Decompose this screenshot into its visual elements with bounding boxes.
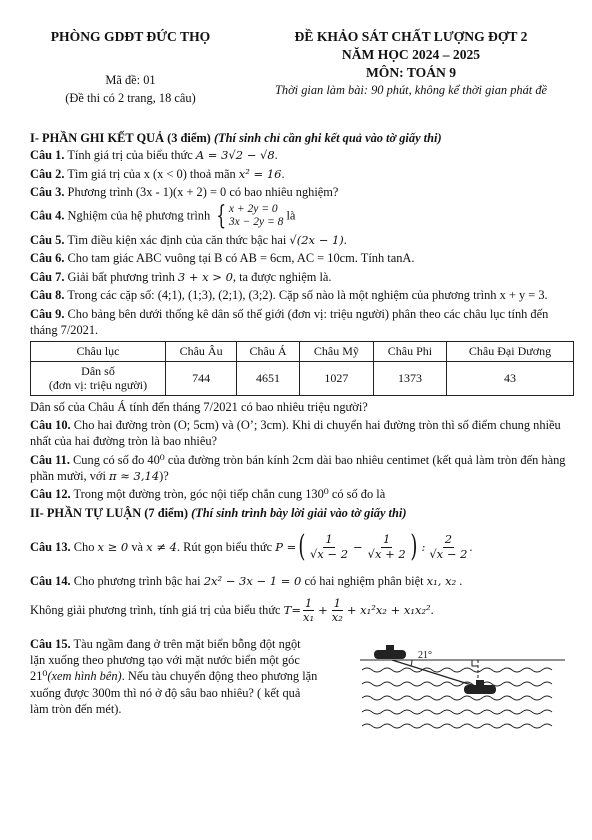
section1-note: (Thí sinh chỉ cần ghi kết quả vào tờ giấy thi) [213, 131, 442, 145]
q12-text-a: Trong một đường tròn, góc nội tiếp chắn cung [73, 487, 303, 502]
q7-label: Câu 7. [30, 269, 65, 284]
q15-note: (xem hình bên) [47, 669, 122, 684]
dive-path-line [392, 660, 478, 687]
question-1 [30, 147, 574, 163]
q13-frac2-num: 1 [383, 532, 391, 547]
q11-degree: 40⁰ [147, 452, 165, 467]
q14-label: Câu 14. [30, 574, 71, 589]
q13-frac3-den: √x − 2 [429, 546, 468, 561]
q14-text-b: có hai nghiệm phân biệt [304, 574, 424, 589]
q13-end: . [469, 539, 473, 554]
exam-title: ĐỀ KHẢO SÁT CHẤT LƯỢNG ĐỢT 2 [294, 29, 528, 44]
q6-label: Câu 6. [30, 251, 65, 266]
right-paren-icon: ) [410, 529, 418, 565]
q9-text: Cho bảng bên dưới thống kê dân số thế giới (đơn vị: triệu người) phân theo các châu lục tính đến tháng 7/2021. [30, 306, 549, 337]
q3-text: Phương trình (3x - 1)(x + 2) = 0 có bao nhiêu nghiệm? [67, 185, 339, 200]
angle-arc [411, 660, 412, 666]
q14-t-lhs: T= [283, 602, 301, 617]
table-cell: 744 [166, 361, 237, 395]
question-12 [30, 486, 574, 502]
q14-end: . [459, 574, 463, 589]
table-header-cell: Châu Âu [166, 342, 237, 361]
row-label-line2: (đơn vị: triệu người) [48, 378, 148, 393]
section1-title: I- PHẦN GHI KẾT QUẢ (3 điểm) [30, 131, 211, 145]
q10-text: Cho hai đường tròn (O; 5cm) và (O’; 3cm). Khi di chuyển hai đường tròn thì số điểm chung nhiều nhất của hai đường tròn là bao nhiêu? [30, 417, 561, 449]
q8-text: Trong các cặp số: (4;1), (1;3), (2;1), (3;2). Cặp số nào là một nghiệm của phương trình x + y = 3. [67, 288, 548, 303]
table-header-cell: Châu Á [237, 342, 300, 361]
q9-question: Dân số của Châu Á tính đến tháng 7/2021 có bao nhiêu triệu người? [30, 399, 368, 414]
q9-label: Câu 9. [30, 306, 65, 321]
q11-text-a: Cung có số đo [73, 452, 145, 467]
question-5 [30, 232, 574, 248]
q4-eq1: x + 2y = 0 [228, 202, 278, 215]
section2-note: (Thí sinh trình bày lời giải vào tờ giấy thi) [191, 505, 407, 520]
subject: MÔN: TOÁN 9 [365, 65, 457, 80]
q7-formula: 3 + x > 0 [177, 269, 233, 284]
table-row [31, 361, 574, 395]
q14-end2: . [430, 603, 434, 618]
q7-text: Giải bất phương trình [67, 269, 175, 284]
exam-code: Mã đề: 01 [105, 73, 156, 87]
q13-colon: : [421, 539, 426, 554]
section2-heading [30, 505, 574, 521]
wave-line [362, 696, 552, 700]
q12-degree: 130⁰ [305, 487, 329, 502]
q5-label: Câu 5. [30, 233, 65, 248]
q13-cond2: x ≠ 4 [146, 539, 177, 554]
q13-text-a: Cho [73, 539, 95, 554]
wave-line [362, 682, 552, 686]
q5-text: Tìm điều kiện xác định của căn thức bậc hai [67, 233, 287, 248]
q5-end: . [343, 233, 347, 248]
brace-icon: { [216, 201, 227, 232]
q4-label: Câu 4. [30, 208, 65, 223]
q14-tail: + x₁²x₂ + x₁x₂² [346, 602, 431, 617]
q12-text-b: có số đo là [331, 487, 386, 502]
q13-frac2-den: √x + 2 [367, 546, 406, 561]
q11-end: )? [159, 469, 169, 484]
department-name: PHÒNG GDĐT ĐỨC THỌ [50, 29, 211, 44]
question-3 [30, 184, 574, 200]
row-label-line1: Dân số [81, 363, 115, 378]
angle-label: 21° [418, 649, 432, 661]
wave-line [362, 710, 552, 714]
q15-text-a: Tàu ngầm đang ở trên mặt biển bỗng đột ngột lặn xuống theo phương tạo với mặt nước biển một góc [30, 636, 301, 667]
q13-frac1-den: √x − 2 [309, 546, 349, 561]
q13-text-b: và [131, 539, 144, 554]
q12-label: Câu 12. [30, 487, 71, 502]
question-14-line2 [30, 592, 574, 630]
table-cell: 4651 [237, 361, 300, 395]
q15-text-b: . Nếu tàu chuyển động theo phương lặn xuống được 300m thì nó ở độ sâu bao nhiêu? ( kết quả làm tròn đến mét). [30, 669, 318, 717]
q2-end: . [281, 166, 285, 181]
q1-text: Tính giá trị của biểu thức [67, 148, 193, 163]
q2-formula: x² = 16 [238, 166, 282, 181]
q4-text: Nghiệm của hệ phương trình [67, 208, 211, 223]
table-cell: 1027 [299, 361, 373, 395]
q11-label: Câu 11. [30, 452, 70, 467]
q14-plus: + [318, 602, 328, 617]
q14-frac1 [301, 597, 316, 624]
question-14-line1 [30, 573, 574, 589]
header-right [238, 28, 584, 100]
q15-degree: 21⁰ [30, 669, 48, 684]
section1-heading [30, 130, 574, 146]
q6-text: Cho tam giác ABC vuông tại B có AB = 6cm, AC = 10cm. Tính tanA. [67, 251, 415, 266]
q14-equation: 2x² − 3x − 1 = 0 [203, 574, 302, 589]
table-cell: 43 [447, 361, 574, 395]
table-header-cell: Châu Mỹ [299, 342, 373, 361]
section2-title: II- PHẦN TỰ LUẬN (7 điểm) [30, 505, 188, 520]
submarine-figure [360, 640, 570, 732]
q14-frac2-den: x₂ [331, 610, 343, 625]
wave-line [362, 724, 552, 728]
school-year: NĂM HỌC 2024 – 2025 [341, 47, 481, 62]
q13-frac2 [366, 533, 408, 560]
q7-end: , ta được nghiệm là. [232, 269, 332, 284]
header-left [28, 28, 233, 108]
q14-roots: x₁, x₂ [426, 574, 457, 589]
question-11 [30, 452, 574, 485]
left-paren-icon: ( [298, 529, 306, 565]
q13-minus: − [353, 539, 363, 554]
q13-text-c: . Rút gọn biểu thức [176, 539, 273, 554]
exam-content [30, 128, 574, 742]
q14-frac1-num: 1 [304, 595, 313, 610]
table-header-row [31, 342, 574, 361]
table-header-cell: Châu Đại Dương [447, 342, 574, 361]
q10-label: Câu 10. [30, 417, 71, 432]
q14-frac2-num: 1 [333, 595, 341, 610]
question-6 [30, 250, 574, 266]
q5-formula: √(2x − 1) [289, 233, 344, 248]
q14-frac2 [330, 597, 345, 624]
question-15-block [30, 632, 574, 742]
question-4 [30, 203, 574, 231]
question-7 [30, 269, 574, 285]
q15-label: Câu 15. [30, 636, 71, 651]
q13-frac1 [308, 533, 350, 560]
q13-frac3-num: 2 [444, 532, 453, 547]
submarine-surface-icon [374, 645, 406, 659]
q14-line2: Không giải phương trình, tính giá trị của biểu thức [30, 603, 281, 618]
q1-end: . [274, 148, 278, 163]
exam-pages: (Đề thi có 2 trang, 18 câu) [65, 91, 196, 105]
q13-label: Câu 13. [30, 539, 71, 554]
q13-p-lhs: P = [275, 539, 297, 554]
table-header-cell: Châu lục [31, 342, 166, 361]
table-cell: 1373 [373, 361, 446, 395]
q11-pi: π ≈ 3,14 [109, 469, 160, 484]
question-10 [30, 417, 574, 450]
q14-text-a: Cho phương trình bậc hai [73, 574, 201, 589]
question-8 [30, 287, 574, 303]
question-15 [30, 636, 318, 718]
q13-frac1-num: 1 [325, 532, 333, 547]
q4-system [213, 203, 283, 231]
q3-label: Câu 3. [30, 185, 65, 200]
q14-frac1-den: x₁ [302, 610, 315, 625]
q1-formula: A = 3√2 − √8 [195, 148, 275, 163]
population-table [30, 341, 574, 395]
time-note: Thời gian làm bài: 90 phút, không kể thời gian phát đề [274, 83, 548, 97]
question-2 [30, 166, 574, 182]
q4-end: là [286, 208, 296, 223]
question-13 [30, 527, 574, 567]
table-header-cell: Châu Phi [373, 342, 446, 361]
right-angle-mark [472, 660, 478, 666]
q2-text: Tìm giá trị của x (x < 0) thoả mãn [67, 166, 236, 181]
q11-text-b: của đường tròn bán kính 2cm dài bao nhiêu centimet (kết quả làm tròn đến hàng phần mười, với [30, 452, 566, 484]
q2-label: Câu 2. [30, 166, 65, 181]
wave-line [362, 668, 552, 672]
q13-cond1: x ≥ 0 [97, 539, 129, 554]
q8-label: Câu 8. [30, 288, 65, 303]
table-row-label [31, 361, 166, 395]
q13-frac3 [427, 533, 469, 560]
q1-label: Câu 1. [30, 148, 65, 163]
question-9 [30, 306, 574, 339]
q4-eq2: 3x − 2y = 8 [228, 216, 284, 229]
